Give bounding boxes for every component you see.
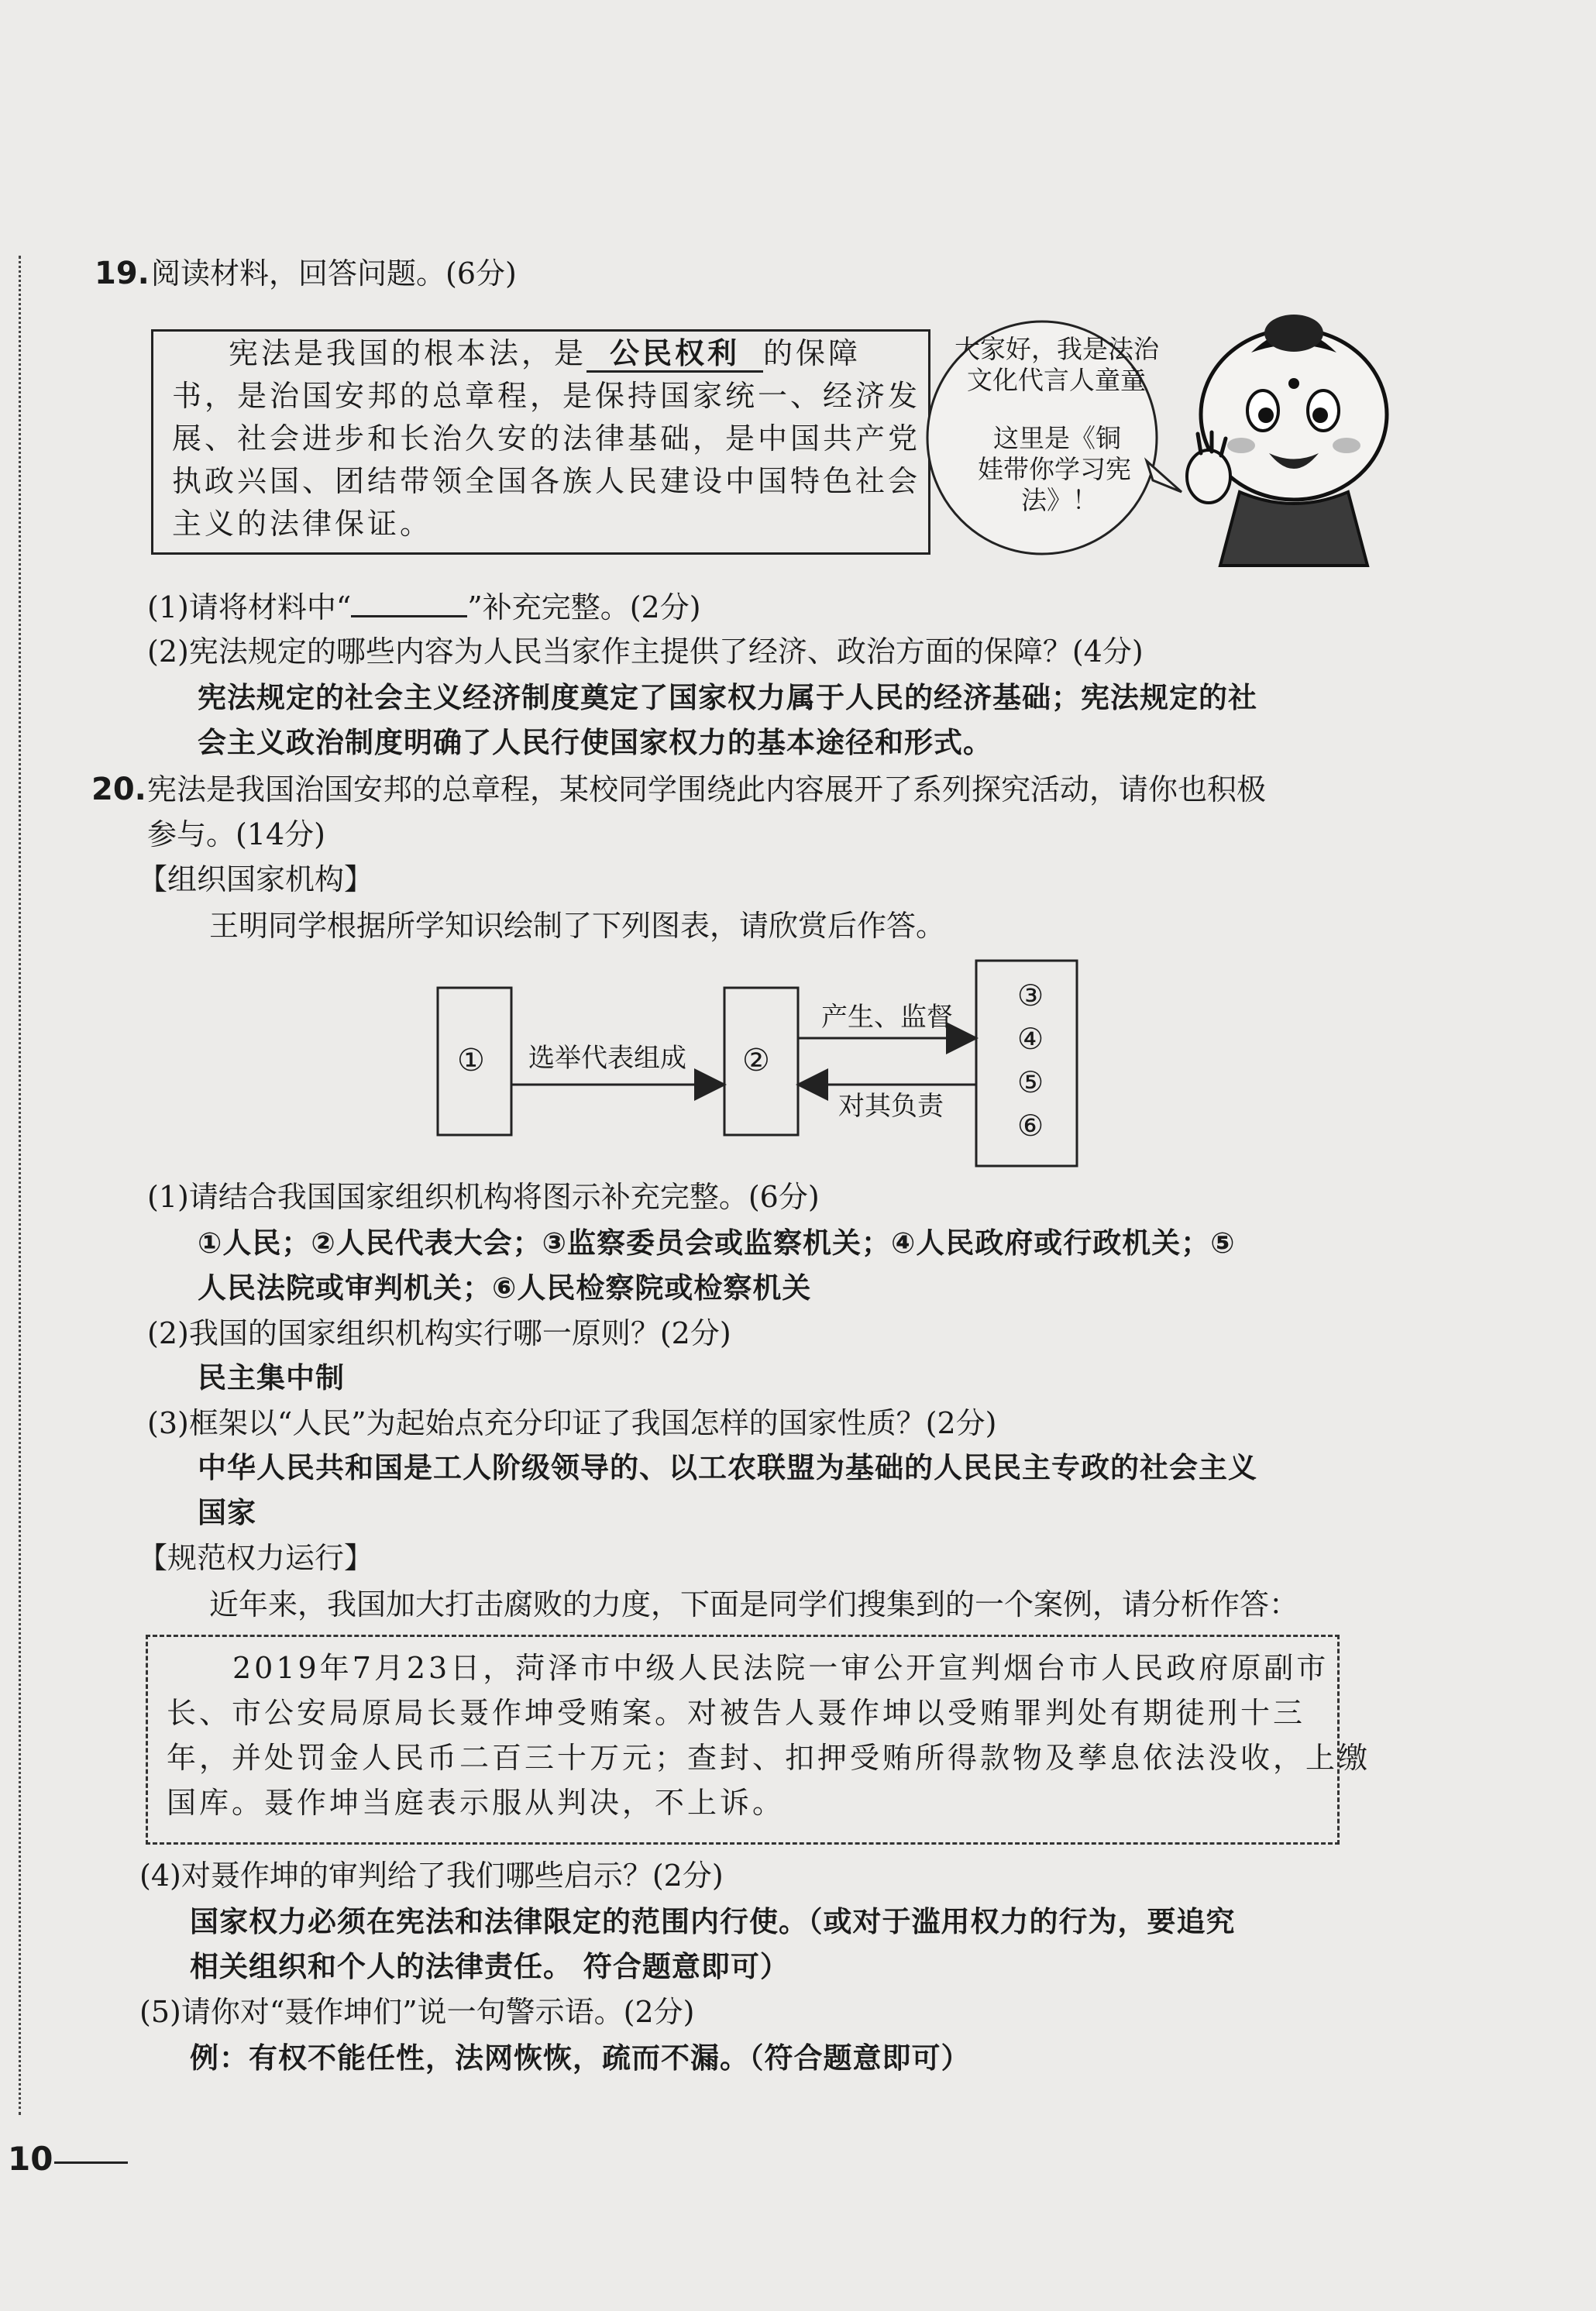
q20-sub1: (1)请结合我国国家组织机构将图示补充完整。(6分) [147,1180,820,1214]
q20-number: 20. [91,772,146,807]
diagram-label-2: ② [742,1043,770,1078]
q19-material-line1: 宪法是我国的根本法，是 公民权利 的保障 [229,335,861,371]
page-number: 10 [8,2140,53,2178]
q20-answer1-line2: 人民法院或审判机关；⑥人民检察院或检察机关 [198,1271,812,1305]
q20-sub2: (2)我国的国家组织机构实行哪一原则？(2分) [147,1316,731,1350]
section-regulate-power: 【规范权力运行】 [138,1541,374,1575]
q20-answer1-line1: ①人民；②人民代表大会；③监察委员会或监察机关；④人民政府或行政机关；⑤ [198,1226,1236,1260]
q20-intro: 王明同学根据所学知识绘制了下列图表，请欣赏后作答。 [209,909,946,943]
diagram-label-5: ⑤ [1017,1065,1044,1099]
q19-sub1-blank [351,589,467,617]
q20-answer4-line1: 国家权力必须在宪法和法律限定的范围内行使。（或对于滥用权力的行为，要追究 [190,1905,1236,1938]
bubble-line5: 法》！ [1021,485,1098,515]
q20-answer3-line1: 中华人民共和国是工人阶级领导的、以工农联盟为基础的人民民主专政的社会主义 [198,1451,1257,1484]
q20-sub3: (3)框架以“人民”为起始点充分印证了我国怎样的国家性质？(2分) [147,1406,997,1440]
bubble-line2: 文化代言人童童 [967,365,1146,395]
q19-sub1: (1)请将材料中“ ”补充完整。(2分) [147,590,701,624]
diagram-label-4: ④ [1017,1022,1044,1056]
q20-prompt-line1: 宪法是我国治国安邦的总章程，某校同学围绕此内容展开了系列探究活动，请你也积极 [147,772,1267,806]
case-line2: 长、市公安局原局长聂作坤受贿案。对被告人聂作坤以受贿罪判处有期徒刑十三 [167,1696,1306,1730]
q20-answer3-line2: 国家 [198,1496,256,1529]
arrow-label-elect: 选举代表组成 [528,1043,686,1074]
arrow-label-responsible: 对其负责 [838,1091,944,1122]
q19-material-line5: 主义的法律保证。 [172,507,433,541]
q20-sub5: (5)请你对“聂作坤们”说一句警示语。(2分) [139,1995,695,2029]
margin-dotted-line [19,256,21,2115]
page-number-rule [54,2161,128,2164]
arrow-label-produce-supervise: 产生、监督 [821,1002,953,1033]
case-line4: 国库。聂作坤当庭表示服从判决，不上诉。 [167,1786,786,1820]
section-organize-state-organs: 【组织国家机构】 [138,862,374,896]
q19-number: 19. [95,256,150,291]
q19-sub2: (2)宪法规定的哪些内容为人民当家作主提供了经济、政治方面的保障？(4分) [147,634,1144,669]
diagram-label-6: ⑥ [1017,1109,1044,1143]
q20-answer5: 例：有权不能任性，法网恢恢，疏而不漏。（符合题意即可） [190,2041,971,2075]
case-line1: 2019年7月23日，菏泽市中级人民法院一审公开宣判烟台市人民政府原副市 [232,1651,1329,1685]
mascot-tongtong-illustration [1178,310,1410,573]
bubble-line3: 这里是《铜 [993,423,1121,453]
q19-answer2-line1: 宪法规定的社会主义经济制度奠定了国家权力属于人民的经济基础；宪法规定的社 [198,681,1257,714]
q20-sub4: (4)对聂作坤的审判给了我们哪些启示？(2分) [139,1859,724,1893]
q19-material-line4: 执政兴国、团结带领全国各族人民建设中国特色社会 [172,464,921,498]
diagram-label-1: ① [457,1043,485,1078]
q19-answer2-line2: 会主义政治制度明确了人民行使国家权力的基本途径和形式。 [198,726,992,759]
diagram-label-3: ③ [1017,978,1044,1013]
q20-answer2: 民主集中制 [198,1361,345,1395]
q19-prompt: 阅读材料，回答问题。(6分) [151,256,517,291]
bubble-line4: 娃带你学习宪 [978,454,1131,484]
q19-material-line3: 展、社会进步和长治久安的法律基础，是中国共产党 [172,421,921,456]
q20-answer4-line2: 相关组织和个人的法律责任。 符合题意即可） [190,1950,789,1983]
q19-material-line2: 书，是治国安邦的总章程，是保持国家统一、经济发 [172,379,921,413]
bubble-line1: 大家好，我是法治 [955,334,1159,364]
q19-answer-blank: 公民权利 [586,336,763,373]
q20-prompt-line2: 参与。(14分) [147,817,326,851]
case-line3: 年，并处罚金人民币二百三十万元；查封、扣押受贿所得款物及孳息依法没收，上缴 [167,1741,1371,1775]
q20-intro2: 近年来，我国加大打击腐败的力度，下面是同学们搜集到的一个案例，请分析作答： [209,1587,1299,1621]
